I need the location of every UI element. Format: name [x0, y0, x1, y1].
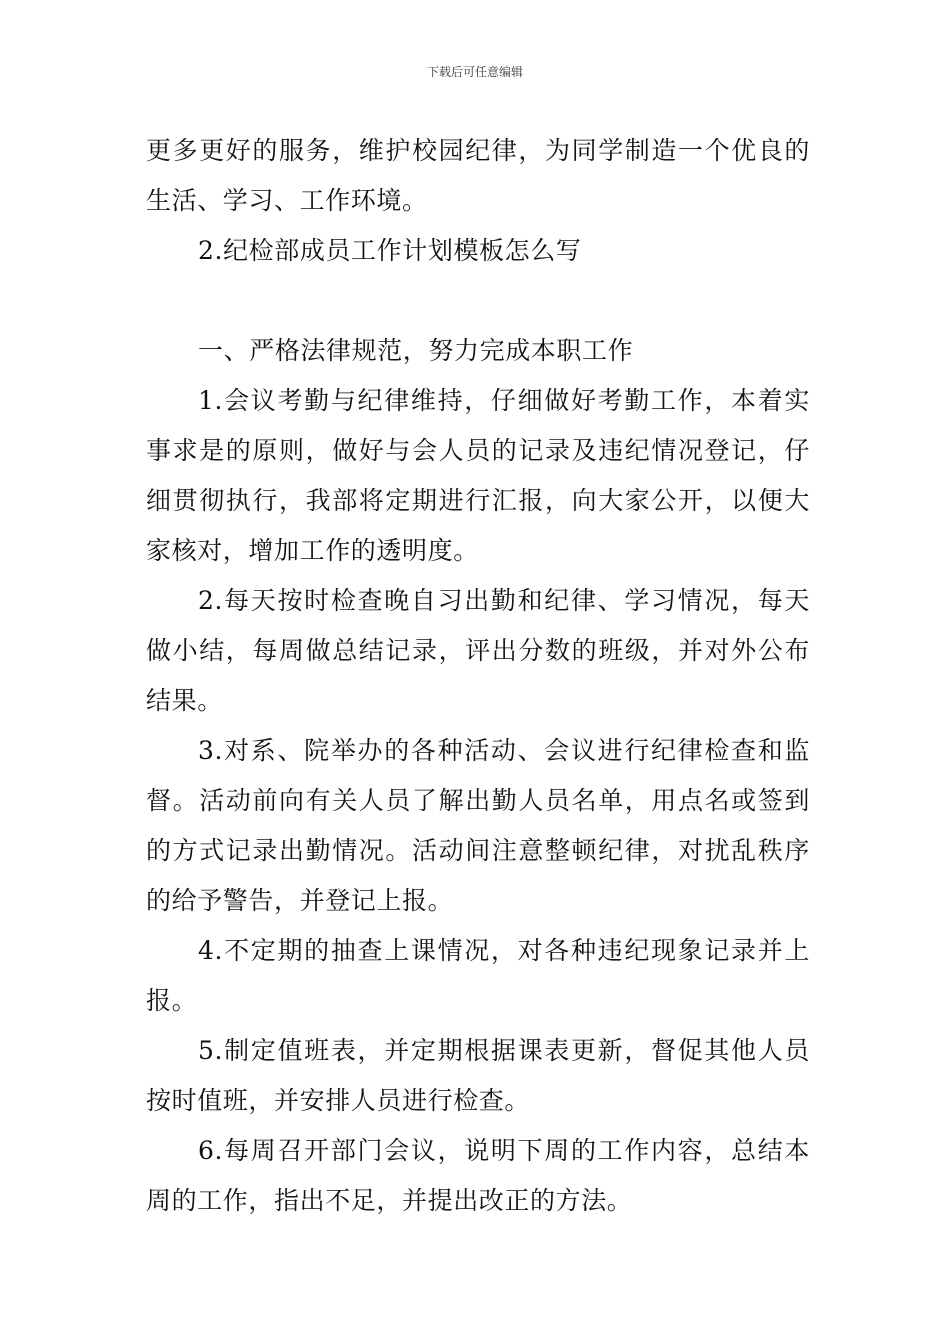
section-title: 2.纪检部成员工作计划模板怎么写 [198, 236, 582, 265]
list-item-2: 2.每天按时检查晚自习出勤和纪律、学习情况，每天做小结，每周做总结记录，评出分数的班级，并对外公布结果。 [146, 586, 810, 715]
paragraph-continuation: 更多更好的服务，维护校园纪律，为同学制造一个优良的生活、学习、工作环境。 [146, 136, 810, 215]
list-item-4: 4.不定期的抽查上课情况，对各种违纪现象记录并上报。 [146, 936, 810, 1015]
heading-strict-norms: 一、严格法律规范，努力完成本职工作 [198, 336, 634, 365]
document-body [146, 126, 810, 1226]
list-item-3: 3.对系、院举办的各种活动、会议进行纪律检查和监督。活动前向有关人员了解出勤人员名单，用点名或签到的方式记录出勤情况。活动间注意整顿纪律，对扰乱秩序的给予警告，并登记上报。 [146, 736, 810, 915]
list-item-1: 1.会议考勤与纪律维持，仔细做好考勤工作，本着实事求是的原则，做好与会人员的记录及违纪情况登记，仔细贯彻执行，我部将定期进行汇报，向大家公开，以便大家核对，增加工作的透明度。 [146, 386, 810, 565]
list-item-6: 6.每周召开部门会议，说明下周的工作内容，总结本周的工作，指出不足，并提出改正的方法。 [146, 1136, 810, 1215]
list-item-5: 5.制定值班表，并定期根据课表更新，督促其他人员按时值班，并安排人员进行检查。 [146, 1036, 810, 1115]
page-header-note: 下载后可任意编辑 [426, 65, 523, 79]
blank-line [146, 276, 810, 326]
